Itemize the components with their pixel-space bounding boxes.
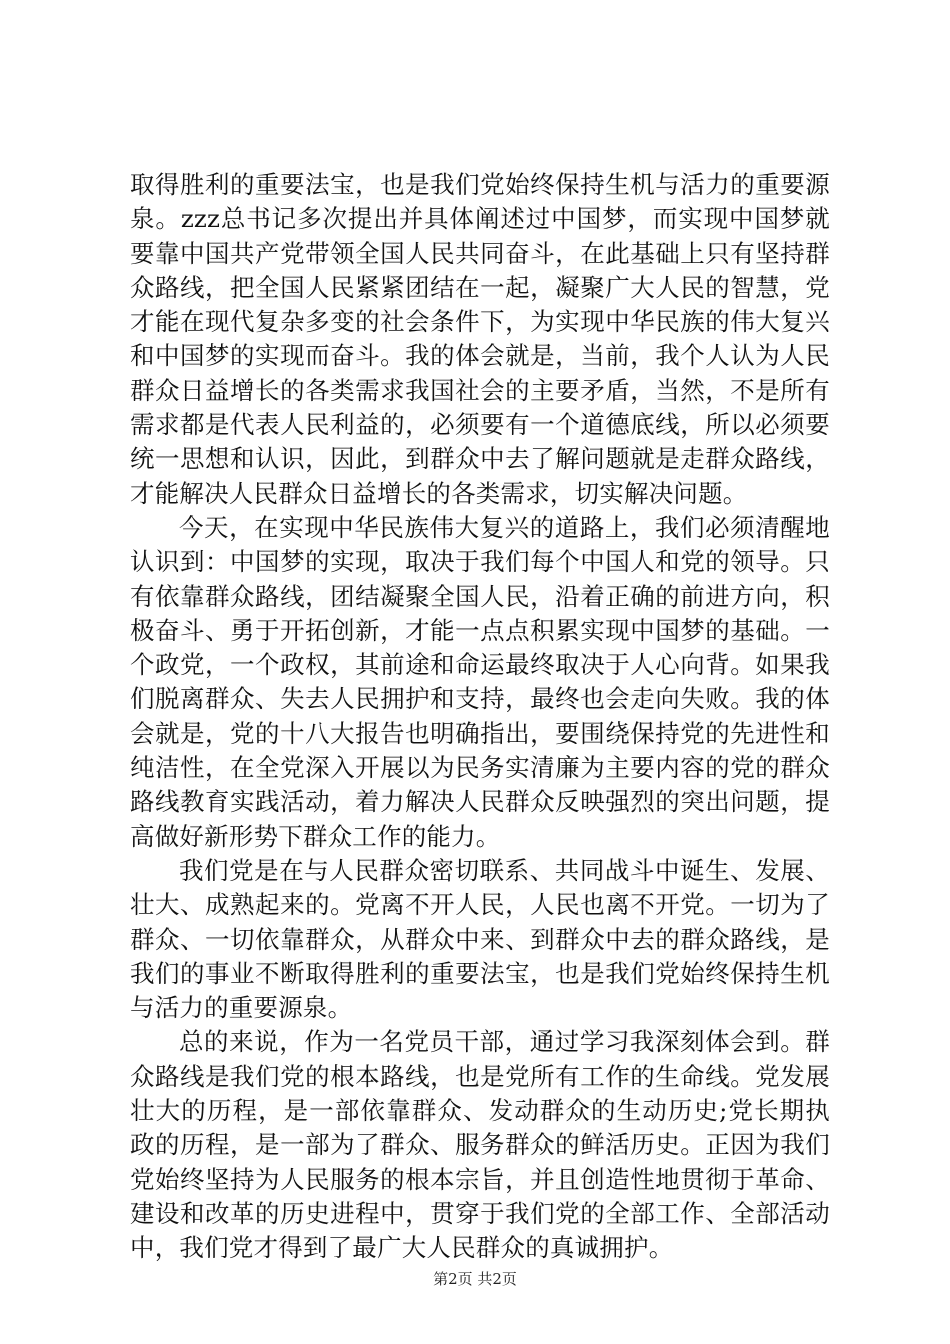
page-number-footer: 第2页 共2页 xyxy=(433,1270,517,1288)
document-body xyxy=(130,168,830,1266)
paragraph-continued: 取得胜利的重要法宝，也是我们党始终保持生机与活力的重要源泉。zzz总书记多次提出并具体阐述过中国梦，而实现中国梦就要靠中国共产党带领全国人民共同奋斗，在此基础上只有坚持群众路线，把全国人民紧紧团结在一起，凝聚广大人民的智慧，党才能在现代复杂多变的社会条件下，为实现中华民族的伟大复兴和中国梦的实现而奋斗。我的体会就是，当前，我个人认为人民群众日益增长的各类需求我国社会的主要矛盾，当然，不是所有需求都是代表人民利益的，必须要有一个道德底线，所以必须要统一思想和认识，因此，到群众中去了解问题就是走群众路线，才能解决人民群众日益增长的各类需求，切实解决问题。 xyxy=(130,170,830,508)
paragraph: 今天，在实现中华民族伟大复兴的道路上，我们必须清醒地认识到：中国梦的实现，取决于我们每个中国人和党的领导。只有依靠群众路线，团结凝聚全国人民，沿着正确的前进方向，积极奋斗、勇于开拓创新，才能一点点积累实现中国梦的基础。一个政党，一个政权，其前途和命运最终取决于人心向背。如果我们脱离群众、失去人民拥护和支持，最终也会走向失败。我的体会就是，党的十八大报告也明确指出，要围绕保持党的先进性和纯洁性，在全党深入开展以为民务实清廉为主要内容的党的群众路线教育实践活动，着力解决人民群众反映强烈的突出问题，提高做好新形势下群众工作的能力。 xyxy=(130,512,830,851)
paragraph: 总的来说，作为一名党员干部，通过学习我深刻体会到。群众路线是我们党的根本路线，也是党所有工作的生命线。党发展壮大的历程，是一部依靠群众、发动群众的生动历史;党长期执政的历程，是一部为了群众、服务群众的鲜活历史。正因为我们党始终坚持为人民服务的根本宗旨，并且创造性地贯彻于革命、建设和改革的历史进程中，贯穿于我们党的全部工作、全部活动中，我们党才得到了最广大人民群众的真诚拥护。 xyxy=(130,1027,830,1263)
paragraph: 我们党是在与人民群众密切联系、共同战斗中诞生、发展、壮大、成熟起来的。党离不开人民，人民也离不开党。一切为了群众、一切依靠群众，从群众中来、到群众中去的群众路线，是我们的事业不断取得胜利的重要法宝，也是我们党始终保持生机与活力的重要源泉。 xyxy=(130,855,830,1023)
